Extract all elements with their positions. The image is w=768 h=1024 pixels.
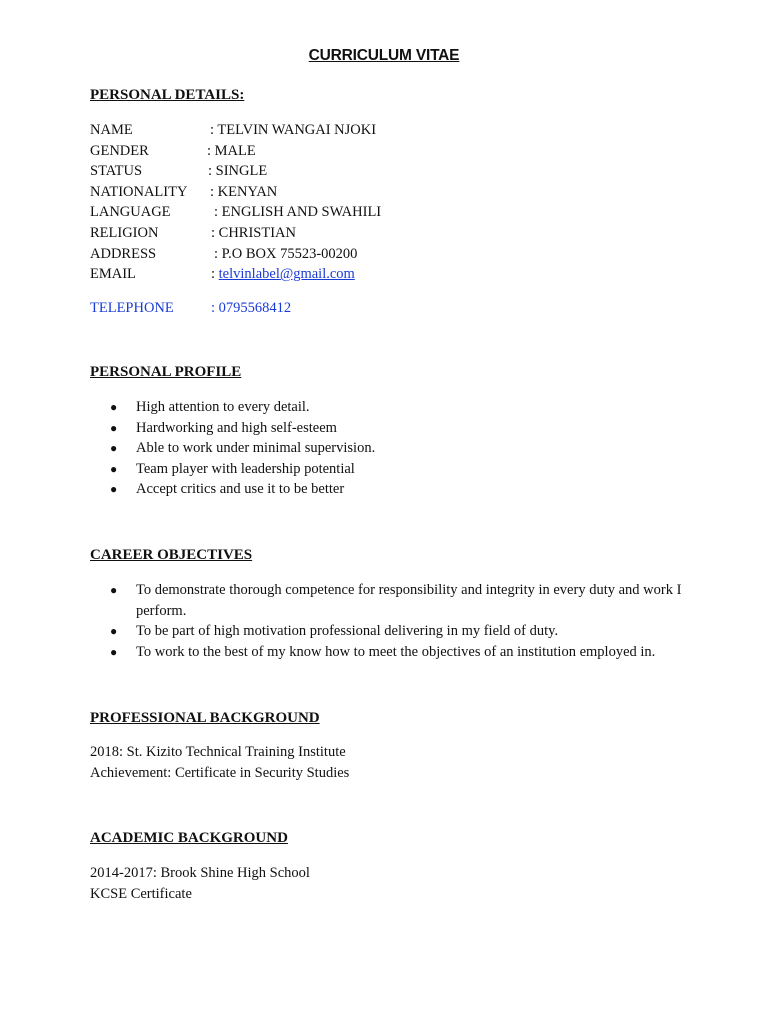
institution-line: 2018: St. Kizito Technical Training Institute xyxy=(90,744,346,760)
telephone-value[interactable]: : 0795568412 xyxy=(211,299,292,316)
bullet-icon: ● xyxy=(110,400,118,414)
detail-label: RELIGION xyxy=(90,224,159,241)
page-title: CURRICULUM VITAE xyxy=(308,47,460,64)
detail-row-nationality xyxy=(90,182,278,203)
detail-value: : ENGLISH AND SWAHILI xyxy=(214,204,382,221)
achievement-line: Achievement: Certificate in Security Studies xyxy=(90,764,350,781)
list-item xyxy=(110,479,690,500)
personal-profile-list xyxy=(110,397,690,500)
detail-row-email xyxy=(90,264,355,285)
list-item-text: Team player with leadership potential xyxy=(136,460,355,477)
bullet-icon: ● xyxy=(110,441,118,456)
list-item-text: To be part of high motivation professional delivering in my field of duty. xyxy=(136,623,559,640)
detail-row-religion xyxy=(90,223,296,244)
detail-label: NAME xyxy=(90,122,133,138)
school-line: 2014-2017: Brook Shine High School xyxy=(90,865,310,881)
list-item xyxy=(110,397,690,418)
detail-label: NATIONALITY xyxy=(90,183,188,200)
detail-label: STATUS xyxy=(90,163,143,180)
detail-label: EMAIL xyxy=(90,266,136,283)
detail-row-gender xyxy=(90,141,256,162)
bullet-icon: ● xyxy=(110,624,118,639)
detail-row-name xyxy=(90,120,377,141)
email-link[interactable]: telvinlabel@gmail.com xyxy=(218,266,355,283)
list-item-text: Accept critics and use it to be better xyxy=(136,481,345,498)
detail-value: : MALE xyxy=(207,142,256,159)
detail-label: LANGUAGE xyxy=(90,204,171,221)
career-objectives-list xyxy=(110,580,690,662)
detail-value: : P.O BOX 75523-00200 xyxy=(214,245,358,262)
detail-value xyxy=(211,264,355,285)
detail-value: : CHRISTIAN xyxy=(211,224,296,241)
certificate-line: KCSE Certificate xyxy=(90,885,192,902)
list-item-text: To demonstrate thorough competence for responsibility and integrity in every duty and work I perform. xyxy=(136,582,682,619)
list-item-text: To work to the best of my know how to meet the objectives of an institution employed in. xyxy=(136,643,656,660)
bullet-icon: ● xyxy=(110,461,118,476)
detail-row-telephone xyxy=(90,298,292,319)
detail-value: : TELVIN WANGAI NJOKI xyxy=(210,122,377,138)
list-item xyxy=(110,621,690,642)
bullet-icon: ● xyxy=(110,644,118,659)
detail-row-address xyxy=(90,244,358,265)
detail-label: TELEPHONE xyxy=(90,299,174,316)
detail-label: GENDER xyxy=(90,142,149,159)
list-item xyxy=(110,459,690,480)
personal-details-heading: PERSONAL DETAILS: xyxy=(90,87,245,103)
bullet-icon: ● xyxy=(110,583,118,597)
bullet-icon: ● xyxy=(110,420,118,435)
academic-background-text xyxy=(90,863,310,904)
personal-details-list xyxy=(90,120,382,318)
list-item-text: Hardworking and high self-esteem xyxy=(136,419,337,436)
email-prefix: : xyxy=(211,266,219,283)
list-item xyxy=(110,418,690,439)
detail-label: ADDRESS xyxy=(90,245,157,262)
list-item xyxy=(110,438,690,459)
detail-value: : KENYAN xyxy=(210,183,278,200)
list-item-text: High attention to every detail. xyxy=(136,399,310,415)
list-item xyxy=(110,642,690,663)
academic-background-heading: ACADEMIC BACKGROUND xyxy=(90,830,288,846)
list-item xyxy=(110,580,690,621)
personal-profile-heading: PERSONAL PROFILE xyxy=(90,364,242,380)
career-objectives-heading: CAREER OBJECTIVES xyxy=(90,547,253,563)
detail-value: : SINGLE xyxy=(208,163,268,180)
list-item-text: Able to work under minimal supervision. xyxy=(136,440,376,457)
bullet-icon: ● xyxy=(110,482,118,497)
professional-background-text xyxy=(90,742,349,783)
detail-row-language xyxy=(90,202,382,223)
detail-row-status xyxy=(90,161,268,182)
professional-background-heading: PROFESSIONAL BACKGROUND xyxy=(90,710,320,726)
